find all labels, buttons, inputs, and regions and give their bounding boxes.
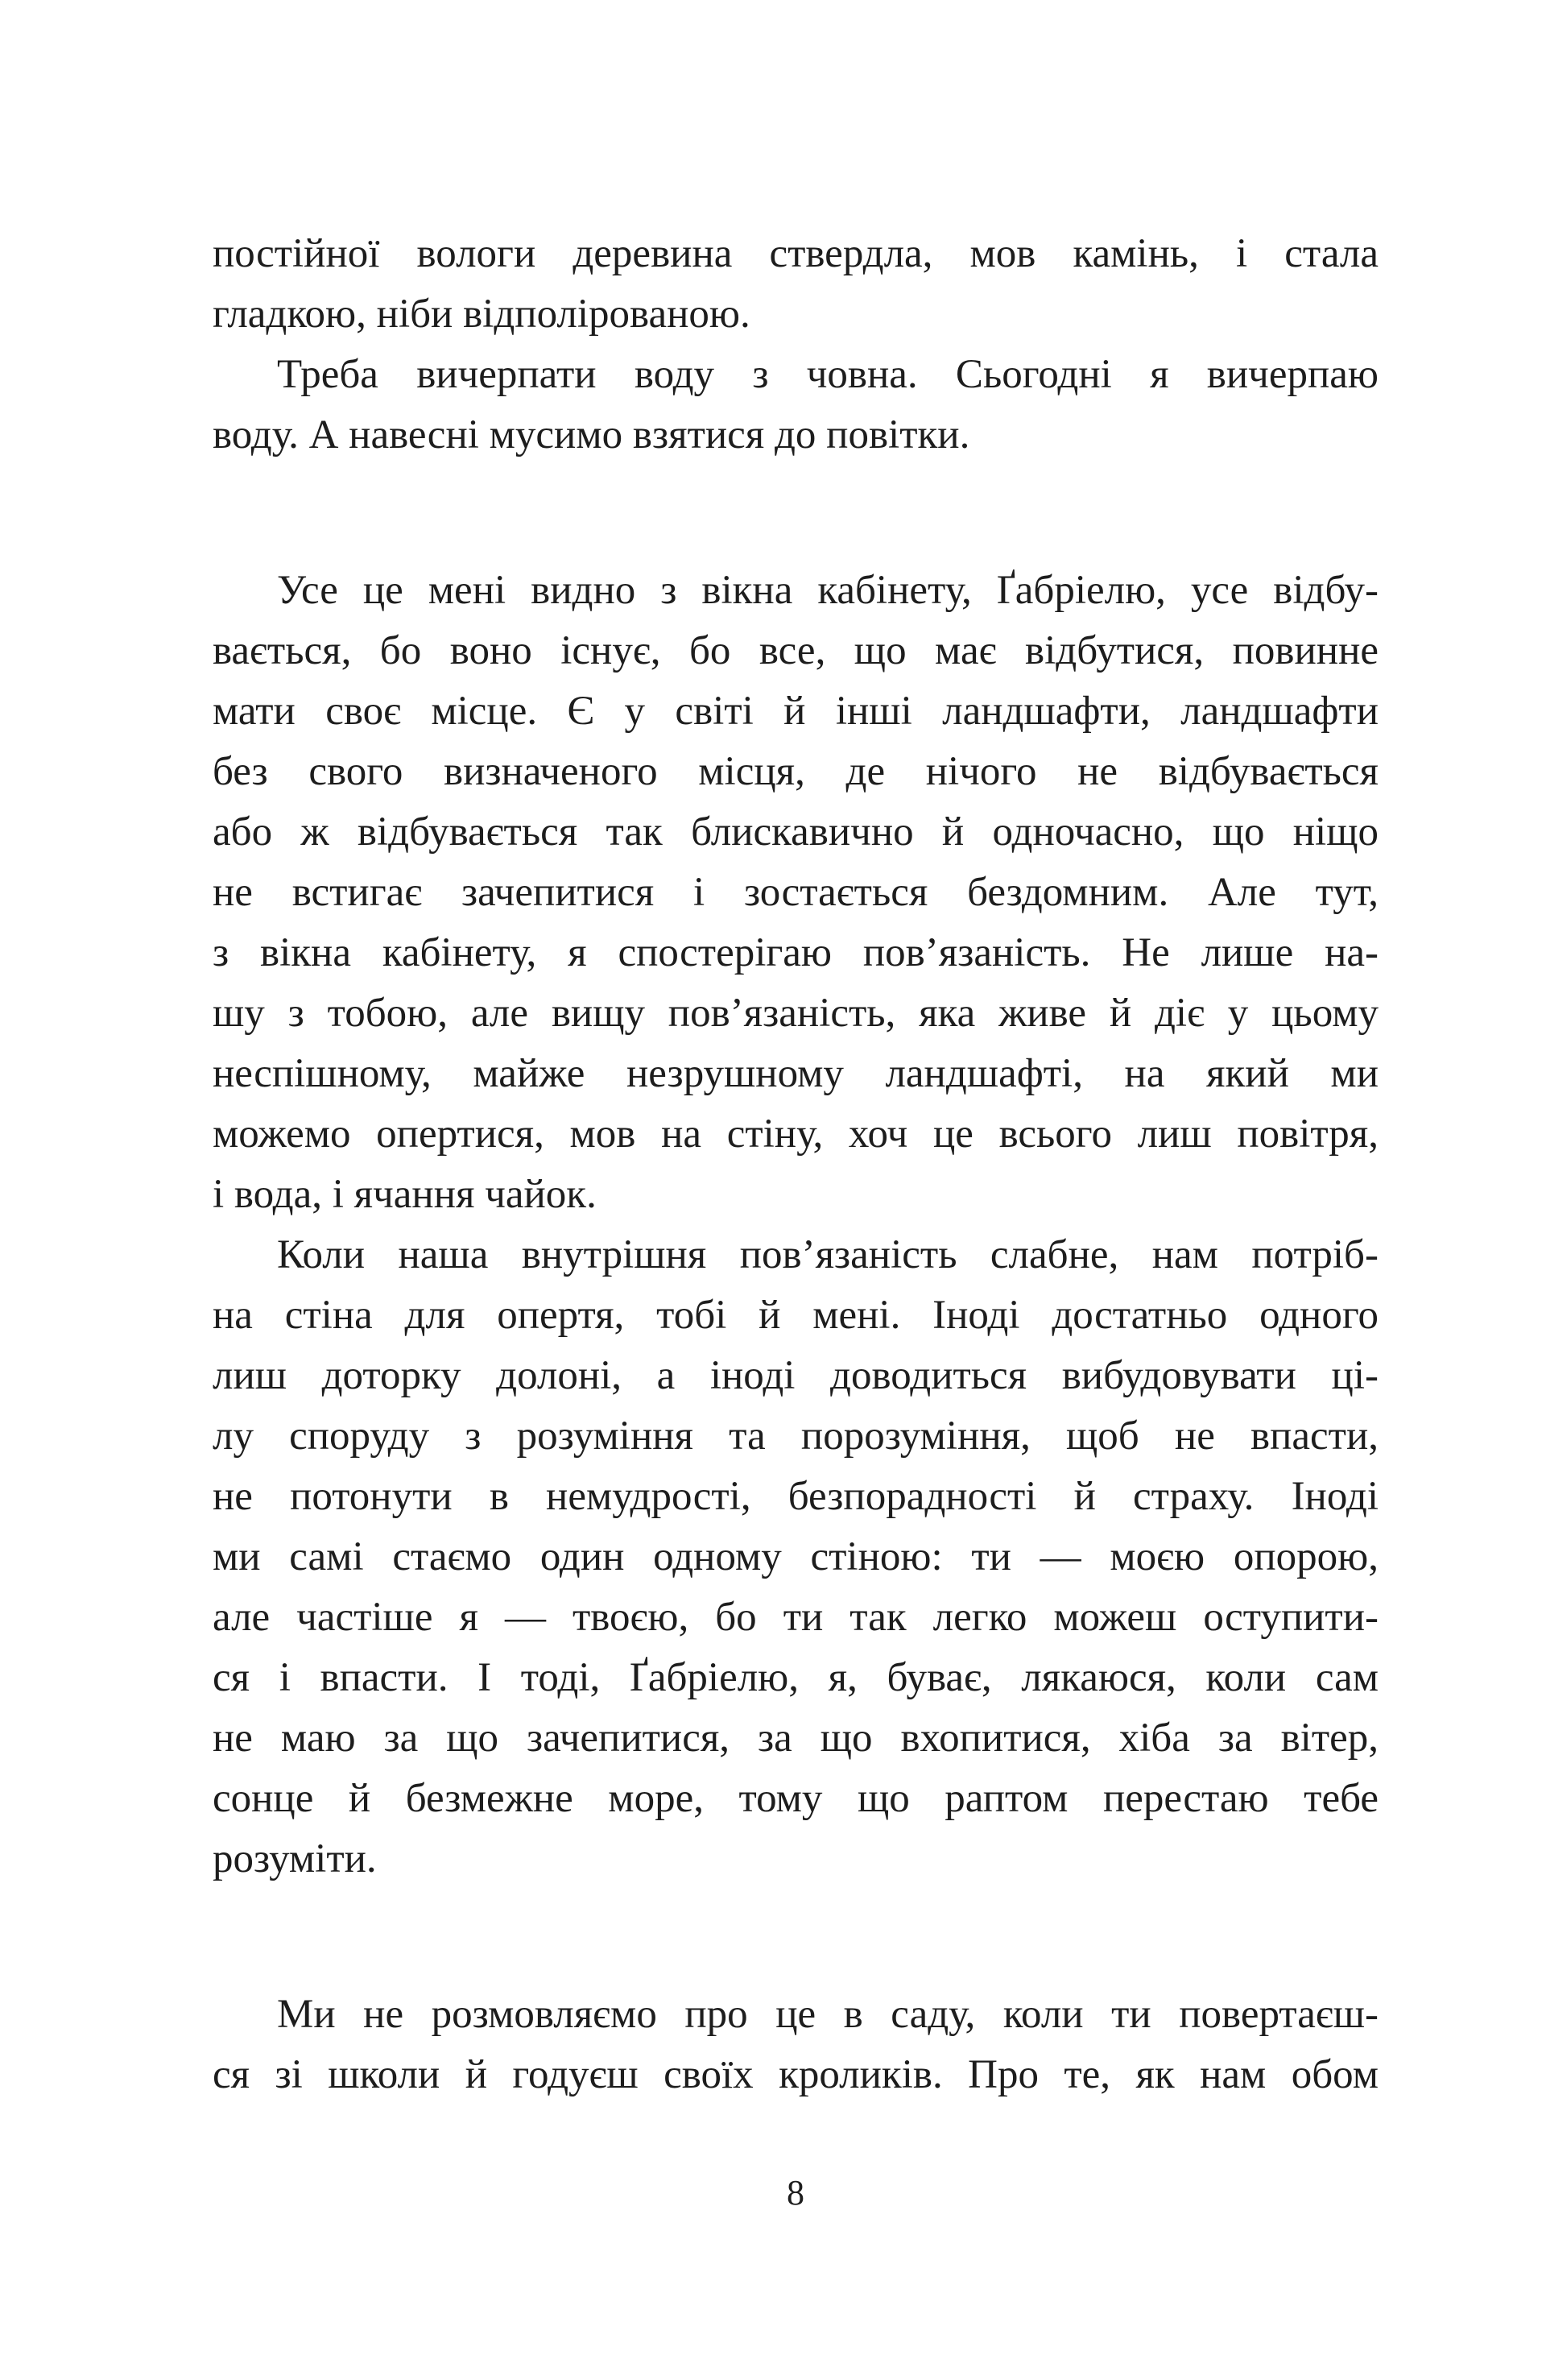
text-line: але частіше я — твоєю, бо ти так легко можеш оступити- (213, 1595, 1379, 1640)
paragraph (213, 224, 1379, 345)
text-line: воду. А навесні мусимо взятися до повітки. (213, 412, 970, 457)
text-line: Усе це мені видно з вікна кабінету, Ґабріелю, усе відбу- (277, 568, 1379, 613)
text-line: вається, бо воно існує, бо все, що має відбутися, повинне (213, 628, 1379, 673)
text-line: гладкою, ніби відполірованою. (213, 292, 750, 337)
text-line: мати своє місце. Є у світі й інші ландшафти, ландшафти (213, 689, 1379, 734)
text-line: сонце й безмежне море, тому що раптом перестаю тебе (213, 1776, 1379, 1821)
text-line: не маю за що зачепитися, за що вхопитися, хіба за вітер, (213, 1716, 1379, 1761)
paragraph (213, 561, 1379, 1225)
text-line: Коли наша внутрішня пов’язаність слабне, нам потріб- (277, 1232, 1379, 1277)
text-line: лиш доторку долоні, а іноді доводиться вибудовувати ці- (213, 1353, 1379, 1398)
page-text (213, 224, 1379, 2105)
paragraph (213, 1985, 1379, 2105)
text-line: неспішному, майже незрушному ландшафті, на який ми (213, 1051, 1379, 1096)
text-line: лу споруду з розуміння та порозуміння, щоб не впасти, (213, 1414, 1379, 1459)
paragraph (213, 1225, 1379, 1890)
text-line: постійної вологи деревина ствердла, мов камінь, і стала (213, 231, 1379, 276)
text-line: або ж відбувається так блискавично й одночасно, що ніщо (213, 809, 1379, 855)
text-line: Ми не розмовляємо про це в саду, коли ти повертаєш- (277, 1992, 1379, 2037)
text-line: ми самі стаємо один одному стіною: ти — моєю опорою, (213, 1534, 1379, 1579)
text-line: можемо опертися, мов на стіну, хоч це всього лиш повітря, (213, 1111, 1379, 1157)
paragraph (213, 345, 1379, 466)
text-line: і вода, і ячання чайок. (213, 1172, 597, 1217)
text-line: ся і впасти. І тоді, Ґабріелю, я, буває, лякаюся, коли сам (213, 1655, 1379, 1700)
text-line: не потонути в немудрості, безпорадності й страху. Іноді (213, 1474, 1379, 1519)
text-line: розуміти. (213, 1836, 377, 1881)
text-line: без свого визначеного місця, де нічого не відбувається (213, 749, 1379, 794)
text-line: Треба вичерпати воду з човна. Сьогодні я вичерпаю (277, 352, 1379, 397)
text-line: ся зі школи й годуєш своїх кроликів. Про те, як нам обом (213, 2052, 1379, 2097)
page-number: 8 (787, 2173, 804, 2212)
text-line: з вікна кабінету, я спостерігаю пов’язаність. Не лише на- (213, 930, 1379, 975)
text-line: не встигає зачепитися і зостається бездомним. Але тут, (213, 870, 1379, 915)
text-line: шу з тобою, але вищу пов’язаність, яка живе й діє у цьому (213, 991, 1379, 1036)
text-line: на стіна для опертя, тобі й мені. Іноді достатньо одного (213, 1293, 1379, 1338)
